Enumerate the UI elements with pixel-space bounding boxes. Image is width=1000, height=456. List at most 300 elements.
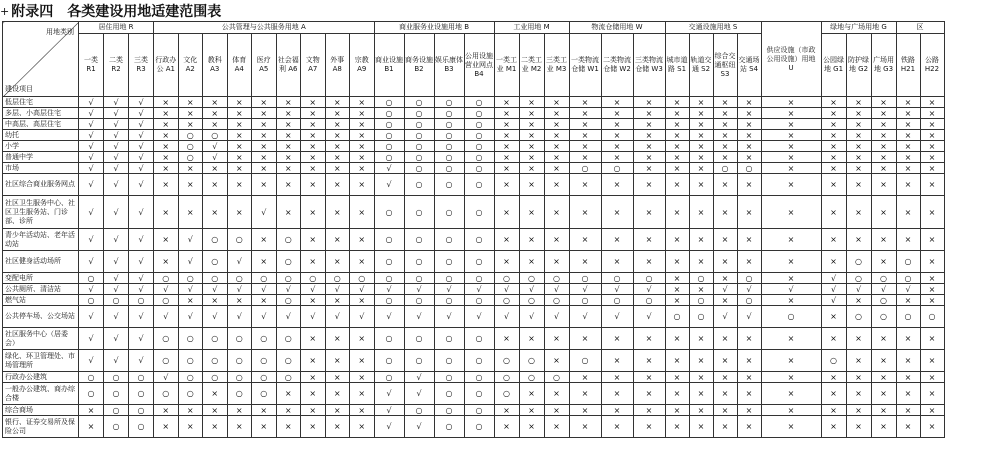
- row-header: 绿化、环卫管理处、市场管理所: [3, 350, 79, 372]
- table-cell: ×: [276, 163, 301, 174]
- table-cell: ×: [494, 229, 519, 251]
- table-cell: √: [129, 251, 154, 273]
- column-header: 交通场站 S4: [737, 34, 761, 97]
- table-cell: ×: [544, 350, 569, 372]
- table-cell: ○: [374, 130, 404, 141]
- table-cell: ○: [374, 273, 404, 284]
- table-cell: ○: [846, 273, 871, 284]
- table-cell: ×: [896, 130, 920, 141]
- table-cell: ×: [601, 372, 633, 383]
- table-cell: ○: [494, 372, 519, 383]
- table-cell: ×: [252, 108, 277, 119]
- table-cell: √: [871, 284, 896, 295]
- table-cell: ×: [154, 416, 179, 438]
- table-cell: ×: [325, 405, 350, 416]
- table-cell: ×: [276, 108, 301, 119]
- table-cell: √: [374, 284, 404, 295]
- table-cell: √: [633, 306, 665, 328]
- table-cell: ×: [601, 416, 633, 438]
- table-cell: ○: [227, 372, 252, 383]
- table-cell: ○: [519, 273, 544, 284]
- table-cell: ○: [129, 372, 154, 383]
- table-cell: ×: [325, 251, 350, 273]
- column-header: 公园绿地 G1: [821, 34, 846, 97]
- table-cell: ×: [252, 97, 277, 108]
- table-cell: ×: [871, 416, 896, 438]
- table-cell: ○: [276, 328, 301, 350]
- table-cell: ○: [154, 295, 179, 306]
- column-header: 娱乐康体 B3: [434, 34, 464, 97]
- table-cell: ○: [374, 295, 404, 306]
- table-cell: ×: [276, 119, 301, 130]
- table-cell: ×: [761, 196, 821, 229]
- table-cell: ○: [464, 273, 494, 284]
- table-cell: √: [494, 284, 519, 295]
- table-cell: √: [464, 284, 494, 295]
- table-cell: √: [129, 350, 154, 372]
- table-cell: ×: [227, 295, 252, 306]
- table-cell: ×: [203, 295, 228, 306]
- table-cell: ○: [404, 152, 434, 163]
- table-cell: ×: [569, 251, 601, 273]
- table-cell: ○: [434, 416, 464, 438]
- table-cell: ○: [276, 295, 301, 306]
- table-cell: ○: [569, 350, 601, 372]
- column-header: 社会福利 A6: [276, 34, 301, 97]
- table-cell: √: [104, 251, 129, 273]
- table-cell: ×: [79, 405, 104, 416]
- table-cell: ○: [464, 328, 494, 350]
- table-cell: ×: [154, 141, 179, 152]
- table-cell: ×: [227, 152, 252, 163]
- table-cell: ×: [896, 372, 920, 383]
- corner-header: [3, 22, 79, 97]
- table-cell: √: [276, 306, 301, 328]
- table-cell: ×: [846, 141, 871, 152]
- table-cell: √: [350, 306, 375, 328]
- table-cell: √: [325, 306, 350, 328]
- table-cell: ×: [737, 97, 761, 108]
- column-header: 文化 A2: [178, 34, 203, 97]
- group-header: 物流仓储用地 W: [569, 22, 665, 34]
- table-cell: ○: [434, 119, 464, 130]
- table-cell: ×: [761, 416, 821, 438]
- table-cell: ×: [494, 108, 519, 119]
- table-cell: ○: [404, 405, 434, 416]
- table-cell: √: [129, 141, 154, 152]
- column-header: 公路 H22: [920, 34, 944, 97]
- table-cell: ○: [761, 306, 821, 328]
- table-cell: √: [601, 306, 633, 328]
- table-cell: √: [129, 284, 154, 295]
- table-cell: √: [301, 306, 326, 328]
- table-cell: ○: [434, 372, 464, 383]
- table-cell: ○: [252, 372, 277, 383]
- table-cell: ○: [404, 251, 434, 273]
- table-cell: ○: [464, 130, 494, 141]
- table-cell: √: [633, 284, 665, 295]
- table-cell: ○: [569, 273, 601, 284]
- table-cell: ×: [227, 416, 252, 438]
- table-cell: ×: [633, 350, 665, 372]
- table-cell: ×: [665, 152, 689, 163]
- table-cell: ×: [713, 251, 737, 273]
- table-cell: ×: [601, 251, 633, 273]
- table-cell: ×: [871, 174, 896, 196]
- group-header: 绿地与广场用地 G: [821, 22, 896, 34]
- table-cell: ×: [203, 196, 228, 229]
- table-cell: √: [252, 306, 277, 328]
- table-cell: ×: [633, 108, 665, 119]
- table-cell: ×: [325, 229, 350, 251]
- table-cell: ×: [325, 196, 350, 229]
- table-cell: √: [129, 328, 154, 350]
- table-cell: ×: [821, 416, 846, 438]
- table-cell: ○: [871, 295, 896, 306]
- table-cell: √: [129, 119, 154, 130]
- table-cell: ×: [665, 416, 689, 438]
- table-cell: ×: [301, 372, 326, 383]
- table-cell: ×: [737, 383, 761, 405]
- table-cell: ×: [896, 229, 920, 251]
- table-cell: √: [104, 273, 129, 284]
- table-cell: ×: [761, 152, 821, 163]
- table-cell: ×: [665, 229, 689, 251]
- table-cell: ○: [404, 119, 434, 130]
- table-cell: ×: [227, 108, 252, 119]
- table-cell: ×: [494, 97, 519, 108]
- table-cell: √: [104, 306, 129, 328]
- table-cell: ×: [761, 174, 821, 196]
- table-cell: √: [846, 284, 871, 295]
- table-cell: ×: [633, 163, 665, 174]
- table-cell: ×: [350, 196, 375, 229]
- table-cell: ×: [920, 251, 944, 273]
- table-cell: ×: [178, 196, 203, 229]
- table-cell: ×: [920, 273, 944, 284]
- table-cell: ×: [713, 108, 737, 119]
- table-cell: ○: [154, 383, 179, 405]
- table-cell: √: [494, 306, 519, 328]
- table-cell: √: [404, 306, 434, 328]
- table-cell: ×: [601, 383, 633, 405]
- table-cell: ×: [494, 196, 519, 229]
- table-cell: ×: [871, 350, 896, 372]
- table-cell: ×: [737, 196, 761, 229]
- table-cell: √: [569, 306, 601, 328]
- table-cell: ○: [464, 108, 494, 119]
- table-cell: ○: [325, 273, 350, 284]
- table-cell: ×: [569, 416, 601, 438]
- table-cell: √: [79, 97, 104, 108]
- table-cell: ×: [689, 328, 713, 350]
- column-header: 三类工业 M3: [544, 34, 569, 97]
- table-cell: ×: [203, 163, 228, 174]
- page-title: [0, 2, 221, 20]
- table-cell: ○: [544, 372, 569, 383]
- table-cell: ×: [846, 328, 871, 350]
- table-cell: √: [79, 141, 104, 152]
- table-cell: ○: [104, 416, 129, 438]
- table-cell: ×: [154, 108, 179, 119]
- table-cell: ×: [276, 141, 301, 152]
- table-cell: ×: [871, 152, 896, 163]
- table-cell: ×: [761, 229, 821, 251]
- table-cell: ×: [689, 163, 713, 174]
- table-cell: ×: [301, 119, 326, 130]
- table-cell: √: [203, 284, 228, 295]
- table-cell: ×: [761, 383, 821, 405]
- table-cell: ×: [821, 328, 846, 350]
- table-cell: ×: [301, 196, 326, 229]
- table-cell: ○: [104, 372, 129, 383]
- row-header: 青少年活动站、老年活动站: [3, 229, 79, 251]
- table-cell: √: [203, 152, 228, 163]
- table-cell: √: [301, 284, 326, 295]
- table-cell: ×: [689, 416, 713, 438]
- table-cell: √: [404, 383, 434, 405]
- table-cell: ×: [601, 350, 633, 372]
- table-cell: √: [79, 119, 104, 130]
- table-cell: ×: [601, 97, 633, 108]
- table-row: [3, 372, 945, 383]
- table-row: [3, 174, 945, 196]
- table-cell: ×: [633, 174, 665, 196]
- table-cell: ×: [689, 251, 713, 273]
- table-cell: √: [404, 416, 434, 438]
- table-cell: ○: [374, 141, 404, 152]
- table-cell: ○: [252, 273, 277, 284]
- table-cell: √: [569, 284, 601, 295]
- table-cell: ×: [350, 119, 375, 130]
- table-cell: ×: [761, 273, 821, 284]
- table-cell: ×: [689, 141, 713, 152]
- table-cell: ○: [374, 350, 404, 372]
- table-cell: ×: [896, 328, 920, 350]
- table-cell: ○: [227, 229, 252, 251]
- table-cell: √: [374, 416, 404, 438]
- table-cell: ×: [896, 383, 920, 405]
- table-cell: ×: [896, 152, 920, 163]
- table-row: [3, 196, 945, 229]
- table-cell: ×: [689, 97, 713, 108]
- table-cell: √: [154, 306, 179, 328]
- table-cell: ○: [434, 174, 464, 196]
- table-cell: ×: [301, 108, 326, 119]
- table-cell: √: [374, 405, 404, 416]
- table-cell: ×: [665, 174, 689, 196]
- table-cell: ×: [689, 119, 713, 130]
- table-cell: √: [737, 306, 761, 328]
- table-cell: ○: [434, 97, 464, 108]
- column-header: 二类工业 M2: [519, 34, 544, 97]
- row-header: 燃气站: [3, 295, 79, 306]
- table-cell: ○: [178, 383, 203, 405]
- table-cell: ×: [301, 383, 326, 405]
- table-cell: ○: [464, 350, 494, 372]
- table-cell: ×: [544, 174, 569, 196]
- table-cell: ×: [821, 141, 846, 152]
- table-cell: ×: [350, 152, 375, 163]
- table-cell: ×: [325, 383, 350, 405]
- table-cell: ×: [519, 119, 544, 130]
- table-cell: √: [601, 284, 633, 295]
- table-cell: ○: [374, 251, 404, 273]
- table-cell: ○: [464, 383, 494, 405]
- column-header: 二类 R2: [104, 34, 129, 97]
- table-cell: ×: [846, 163, 871, 174]
- table-cell: ×: [896, 196, 920, 229]
- table-cell: ×: [519, 405, 544, 416]
- table-cell: ×: [178, 416, 203, 438]
- table-cell: ○: [404, 130, 434, 141]
- table-row: [3, 416, 945, 438]
- table-cell: ×: [569, 405, 601, 416]
- table-cell: ×: [737, 152, 761, 163]
- table-cell: ○: [434, 251, 464, 273]
- table-cell: √: [104, 141, 129, 152]
- table-cell: √: [129, 163, 154, 174]
- table-cell: ×: [713, 273, 737, 284]
- table-cell: √: [79, 251, 104, 273]
- table-cell: ○: [494, 273, 519, 284]
- row-header: 公共厕所、清洁站: [3, 284, 79, 295]
- table-cell: ×: [301, 405, 326, 416]
- table-cell: √: [79, 306, 104, 328]
- table-cell: ×: [846, 119, 871, 130]
- table-cell: ○: [79, 372, 104, 383]
- table-cell: ×: [761, 97, 821, 108]
- table-cell: ○: [434, 196, 464, 229]
- table-cell: ×: [689, 108, 713, 119]
- table-cell: √: [227, 306, 252, 328]
- table-cell: √: [79, 108, 104, 119]
- column-header: 公用设施营业网点 B4: [464, 34, 494, 97]
- table-cell: √: [434, 284, 464, 295]
- table-cell: ×: [325, 152, 350, 163]
- table-cell: ×: [761, 108, 821, 119]
- table-cell: ×: [821, 119, 846, 130]
- table-cell: ○: [404, 328, 434, 350]
- table-cell: ○: [519, 350, 544, 372]
- table-cell: ×: [301, 174, 326, 196]
- table-cell: ○: [404, 273, 434, 284]
- table-cell: ○: [464, 196, 494, 229]
- table-cell: ×: [665, 97, 689, 108]
- table-cell: ○: [154, 328, 179, 350]
- table-cell: ×: [871, 251, 896, 273]
- table-cell: ○: [276, 273, 301, 284]
- table-cell: ×: [301, 130, 326, 141]
- table-cell: ×: [494, 152, 519, 163]
- table-cell: ×: [821, 251, 846, 273]
- table-cell: ○: [178, 350, 203, 372]
- row-header: 市场: [3, 163, 79, 174]
- table-cell: ×: [325, 416, 350, 438]
- table-cell: ×: [519, 229, 544, 251]
- table-cell: ○: [464, 416, 494, 438]
- table-cell: ×: [227, 119, 252, 130]
- table-cell: ×: [665, 119, 689, 130]
- table-cell: ×: [227, 174, 252, 196]
- table-cell: ×: [713, 229, 737, 251]
- table-cell: ○: [227, 383, 252, 405]
- table-cell: ×: [569, 383, 601, 405]
- table-cell: ○: [227, 328, 252, 350]
- table-cell: ×: [871, 97, 896, 108]
- table-cell: ○: [544, 295, 569, 306]
- table-cell: √: [404, 284, 434, 295]
- table-cell: ○: [464, 372, 494, 383]
- table-cell: ×: [227, 163, 252, 174]
- table-cell: ○: [404, 108, 434, 119]
- table-cell: ○: [203, 273, 228, 284]
- table-cell: ×: [665, 350, 689, 372]
- table-cell: ×: [665, 372, 689, 383]
- table-cell: ×: [665, 108, 689, 119]
- table-cell: √: [104, 229, 129, 251]
- table-cell: ×: [301, 416, 326, 438]
- table-cell: ×: [633, 229, 665, 251]
- table-cell: √: [227, 251, 252, 273]
- table-cell: ×: [920, 284, 944, 295]
- table-cell: √: [434, 306, 464, 328]
- table-cell: ×: [203, 416, 228, 438]
- table-cell: ○: [129, 416, 154, 438]
- table-cell: ×: [896, 174, 920, 196]
- table-cell: √: [737, 284, 761, 295]
- table-cell: ×: [761, 251, 821, 273]
- corner-bottom-label: 建设项目: [5, 85, 33, 93]
- column-header: 体育 A4: [227, 34, 252, 97]
- table-row: [3, 152, 945, 163]
- table-cell: ×: [633, 251, 665, 273]
- corner-top-label: 用地类别: [46, 28, 74, 36]
- table-cell: √: [821, 284, 846, 295]
- table-cell: ×: [203, 108, 228, 119]
- table-cell: ×: [737, 229, 761, 251]
- table-cell: ×: [689, 405, 713, 416]
- table-cell: ○: [896, 273, 920, 284]
- table-cell: ×: [920, 163, 944, 174]
- row-header: 社区卫生服务中心、社区卫生服务站、门诊部、诊所: [3, 196, 79, 229]
- table-cell: ×: [154, 174, 179, 196]
- table-cell: √: [104, 119, 129, 130]
- table-cell: ×: [301, 152, 326, 163]
- group-header: 商业服务业设施用地 B: [374, 22, 494, 34]
- table-cell: √: [252, 284, 277, 295]
- table-cell: ○: [601, 295, 633, 306]
- table-cell: √: [325, 284, 350, 295]
- table-cell: ○: [252, 383, 277, 405]
- table-cell: ×: [846, 108, 871, 119]
- table-cell: ×: [276, 196, 301, 229]
- table-cell: √: [464, 306, 494, 328]
- table-cell: ×: [519, 108, 544, 119]
- table-cell: ○: [276, 350, 301, 372]
- table-cell: √: [79, 174, 104, 196]
- table-cell: ×: [227, 130, 252, 141]
- table-cell: ×: [252, 405, 277, 416]
- table-cell: ×: [713, 383, 737, 405]
- table-cell: ×: [494, 416, 519, 438]
- table-cell: ×: [325, 119, 350, 130]
- table-cell: ○: [464, 163, 494, 174]
- table-cell: ×: [325, 97, 350, 108]
- column-header: 商业设施 B1: [374, 34, 404, 97]
- table-row: [3, 295, 945, 306]
- table-cell: √: [104, 196, 129, 229]
